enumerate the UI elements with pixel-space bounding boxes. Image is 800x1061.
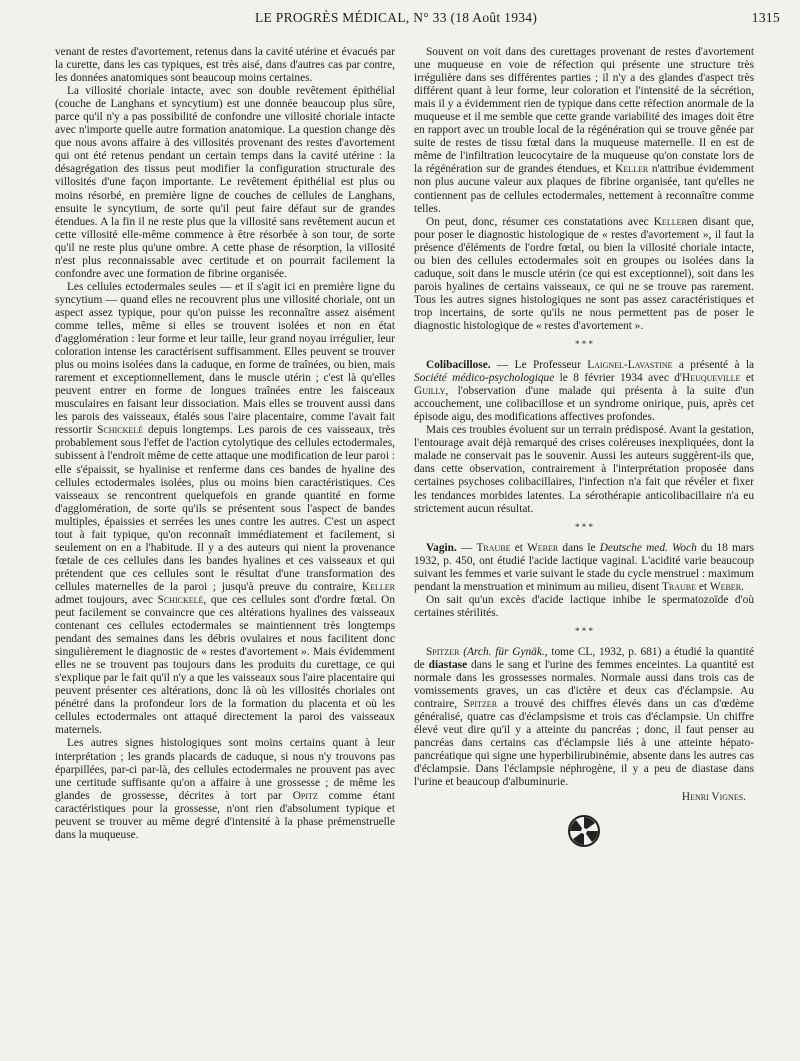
text-run: . <box>741 580 744 593</box>
left-paragraph-3d-text: , que ces cellules sont d'ordre fœtal. On peut facilement se convaincre que ces altérations hyalines des vaisseaux contenant ces cellules ectodermales se maintiennent très longtemps pendant des semaines dans les débris ovulaires et nous facilitent donc singulièrement le diagnostic de « restes d'avortement ». Mais évidemment elles ne se trouvent pas toujours dans les produits du curettage, ce qui s'explique par le fait qu'il n'y a que les vaisseaux sous l'aire placentaire qui peuvent présenter ces altérations, donc là où les villosités choriales ont pénétré dans la profondeur lors de la formation du placenta et où les cellules ectodermales ont attaqué directement la paroi des vaisseaux maternels. <box>55 593 395 737</box>
right-paragraph-1 <box>414 46 754 216</box>
left-paragraph-3 <box>55 281 395 738</box>
left-paragraph-3c-text: admet toujours, avec <box>55 593 153 606</box>
text-run: et <box>698 580 708 593</box>
author-name: Laignel-Lavastine <box>587 359 673 372</box>
left-paragraph-3b-text: depuis longtemps. Les parois de ces vaisseaux, très probablement sous l'effet de l'action cytolytique des cellules ectodermales, subissent à l'endroit même de cette attaque une modification de leur paroi : elle s'épaissit, se hyalinise et renferme dans ces bandes de hyaline des cellules ectodermales isolées, plus ou moins bien caractéristiques. Ces vaisseaux se rencontrent quelquefois en grande quantité en forme d'agglomération, de sorte qu'ils se présentent sous l'aspect de bandes multiples, épaissies et serrées les unes contre les autres. C'est un aspect tout à fait typique, qu'on reconnaît immédiatement et facilement, si seulement on en a l'habitude. Il y a des auteurs qui nient la provenance fœtale de ces cellules dans les bandes hyalines et ces vaisseaux et qui prétendent que ces cellules sont le résultat d'une transformation des cellules maternelles de la paroi ; jusqu'à preuve du contraire, <box>55 424 395 593</box>
page-number: 1315 <box>751 10 780 25</box>
vagin-paragraph <box>414 542 754 594</box>
right-paragraph-1-text: Souvent on voit dans des curettages provenant de restes d'avortement une muqueuse en voie de réfection qui présente une structure très irrégulière dans ses différentes parties ; il n'y a des glandes d'aspect très différent quant à leur forme, leur coloration et l'intensité de la sécrétion, mais il y a évidemment rien de typique dans cette réfection anormale de la muqueuse et il me semble que cette grande variabilité des images doit être en rapport avec un trouble local de la régénération qui se trouve gênée par suite de restes de tissu fœtal dans la muqueuse maternelle. Il en est de même de l'infiltration leucocytaire de la muqueuse qu'on constate lors de la régénération sur de grandes étendues, et <box>414 46 754 176</box>
left-paragraph-4-text: Les autres signes histologiques sont moins certains quant à leur interprétation ; les grands placards de caduque, si nous n'y trouvons pas éparpillées, par-ci par-là, des cellules ectodermales ne prouvent pas avec une certitude suffisante qu'on a affaire à une grossesse ; de même les glandes de grossesse, décrites à tort par <box>55 737 395 802</box>
section-separator: * * * <box>575 625 593 636</box>
right-paragraph-2-text: On peut, donc, résumer ces constatations avec <box>426 215 649 228</box>
society-name: Société médico-psychologique <box>414 372 555 385</box>
left-paragraph-3-text: Les cellules ectodermales seules — et il s'agit ici en première ligne du syncytium — quand elles ne recouvrent plus une villosité choriale, ont un aspect assez typique, pour qu'on puisse les reconnaître assez aisément comme telles, même si elles se trouvent isolées et non en état d'agglomération : leur forme et leur taille, leur grand noyau irrégulier, leur coloration intense les caractérisent suffisamment. Elles peuvent se trouver plus ou moins isolées dans la caduque, en forme de traînées, ou bien, mais rarement et exceptionnellement, dans le muscle utérin ; c'est là qu'elles peuvent entrer en forme de longues traînées entre les faisceaux musculaires en faisant leur dissociation. Mais elles se trouvent aussi dans les parois des vaisseaux, étalés sous l'aire placentaire, comme l'avait fait ressortir <box>55 280 395 437</box>
ornament-icon <box>414 814 754 848</box>
author-name: Weber <box>709 580 742 593</box>
pinwheel-ornament-icon <box>567 814 601 848</box>
text-run: le 8 février 1934 avec d' <box>559 372 682 385</box>
left-paragraph-4 <box>55 737 395 841</box>
colibacillose-paragraph-2: Mais ces troubles évoluent sur un terrain prédisposé. Avant la gestation, l'entourage avait déjà remarqué des crises coléreuses inexpliquées, dont la malade ne conservait pas le souvenir. Aussi les auteurs suggèrent-ils que, dans cette observation, contrairement à l'interprétation proposée dans certaines psychoses colibacillaires, l'infection n'a fait que révéler et fixer les tendances morbides latentes. La sérothérapie anticolibacillaire n'a eu strictement aucun résultat. <box>414 424 754 515</box>
author-name: Traube <box>661 580 696 593</box>
colibacillose-paragraph <box>414 359 754 424</box>
text-run: et <box>745 372 754 385</box>
section-separator: * * * <box>575 521 593 532</box>
vagin-paragraph-2: On sait qu'un excès d'acide lactique inhibe le spermatozoïde d'où certaines stérilités. <box>414 593 754 619</box>
author-name: Opitz <box>292 789 318 802</box>
text-run: du 18 mars 1932, p. 450, ont étudié l'acide lactique vaginal. L'acidité varie beaucoup suivant les femmes et varie suivant le stade du cycle menstruel : maximum pendant la menstruation et minimum au milieu, disent <box>414 541 755 593</box>
left-paragraph-1: venant de restes d'avortement, retenus dans la cavité utérine et évacués par la curette, dans les cas typiques, est très aisé, dans d'autres cas par contre, les données anatomiques sont beaucoup moins certaines. <box>55 46 395 85</box>
journal-name: (Arch. für Gynäk. <box>463 645 545 658</box>
journal-name: Deutsche med. Woch <box>599 541 697 554</box>
author-name: Spitzer <box>426 645 460 658</box>
left-column <box>55 46 395 842</box>
text-run: a trouvé des chiffres élevés dans un cas d'œdème généralisé, quatre cas d'éclampsisme et trois cas d'éclampsie. Un chiffre élevé veut dire qu'il y a atteinte du pancréas ; donc, il faut penser au pancréas dans certains cas d'éclampsie liés à une atteinte hépato-pancréatique qui signe une hyperbilirubinémie, absente dans les autres cas d'éclampsie. Dans l'éclampsie néphrogène, il y a peu de diastase dans l'urine et beaucoup d'albuminurie. <box>414 698 755 789</box>
author-name: Traube <box>476 541 511 554</box>
text-run: , l'observation d'une malade qui présenta à la suite d'un accouchement, une colibacillose et un syndrome onirique, puis, après cet épisode aigu, des modifications affectives profondes. <box>414 385 754 424</box>
author-name: Keller <box>361 580 395 593</box>
right-paragraph-1b-text: n'attribue évidemment non plus aucune valeur aux plaques de fibrine organisée, tant qu'elles ne contiennent pas de cellules ectodermales, nettement à reconnaître comme telles. <box>414 163 754 215</box>
text-run: — Le Professeur <box>496 359 581 372</box>
author-name: Spitzer <box>463 698 498 711</box>
signature: Henri Vignes. <box>681 791 746 804</box>
text-run: — <box>460 541 473 554</box>
author-name: Keller <box>615 163 649 176</box>
left-paragraph-2: La villosité choriale intacte, avec son double revêtement épithélial (couche de Langhans et syncytium) est une donnée beaucoup plus sûre, parce qu'il n'y a pas possibilité de confondre une villosité choriale intacte avec n'importe quelle autre formation anatomique. La question change dès que nous avons affaire à des villosités provenant des restes d'avortement qui ont été retenus pendant un certain temps dans la cavité utérine : la désagrégation des tissus peut modifier la configuration structurale des villosités d'une façon importante. Le revêtement épithélial est plus ou moins résorbé, en première ligne de couches de cellules de Langhans, ensuite le syncytium, de sorte qu'il peut faire défaut sur de grandes étendues. A la fin il ne reste plus que la villosité sans revêtement aucun et cette villosité elle-même commence à être résorbée à son tour, de sorte qu'il ne reste plus qu'une ombre. A cette phase de résorption, la villosité n'est plus reconnaissable avec certitude et on pourrait facilement la confondre avec une formation de fibrine organisée. <box>55 85 395 280</box>
text-run: dans le sang et l'urine des femmes enceintes. La quantité est normale dans les grossesses normales. Normale aussi dans trois cas de vomissements graves, un cas d'ictère et deux cas d'éclampsie. Au contraire, <box>414 658 754 711</box>
text-run: et <box>514 541 523 554</box>
author-name: Heuqueville <box>681 372 741 385</box>
author-name: Keller <box>653 215 687 228</box>
section-heading: Colibacillose. <box>426 359 491 372</box>
right-paragraph-2 <box>414 216 754 333</box>
author-name: Schickelé <box>97 424 144 437</box>
running-title: LE PROGRÈS MÉDICAL, N° 33 (18 Août 1934) <box>255 10 538 25</box>
section-separator: * * * <box>575 339 593 350</box>
right-paragraph-2b-text: en disant que, pour poser le diagnostic histologique de « restes d'avortement », il faut la présence d'éléments de l'ordre fœtal, ou bien la villosité choriale intacte, ou bien des cellules ectodermales soit en groupes ou isolées dans la caduque, soit dans le muscle utérin (ce qui est exceptionnel), soit dans les parois hyalines de certains vaisseaux, ce qui ne se trouve pas rarement. Tous les autres signes histologiques ne sont pas assez caractéristiques et trop incertains, de sorte qu'ils ne nous permettent pas de poser le diagnostic histologique de « restes d'avortement ». <box>414 215 754 332</box>
left-paragraph-4b-text: comme étant caractéristiques pour la grossesse, n'ont rien d'absolument typique et peuvent se trouver au même degré d'intensité à la phase prémenstruelle dans la muqueuse. <box>55 789 395 841</box>
page-header <box>55 10 780 30</box>
diastase-paragraph <box>414 646 754 790</box>
section-heading: Vagin. <box>426 541 457 554</box>
author-name: Schickelé <box>157 593 204 606</box>
author-name: Weber <box>527 541 559 554</box>
text-run: dans le <box>562 541 596 554</box>
text-run: , tome CL, 1932, p. 681) a étudié la quantité de <box>414 645 754 671</box>
keyword: diastase <box>428 658 468 671</box>
author-name: Guilly <box>414 385 446 398</box>
text-run: a présenté à la <box>678 359 755 372</box>
right-column <box>414 46 754 848</box>
